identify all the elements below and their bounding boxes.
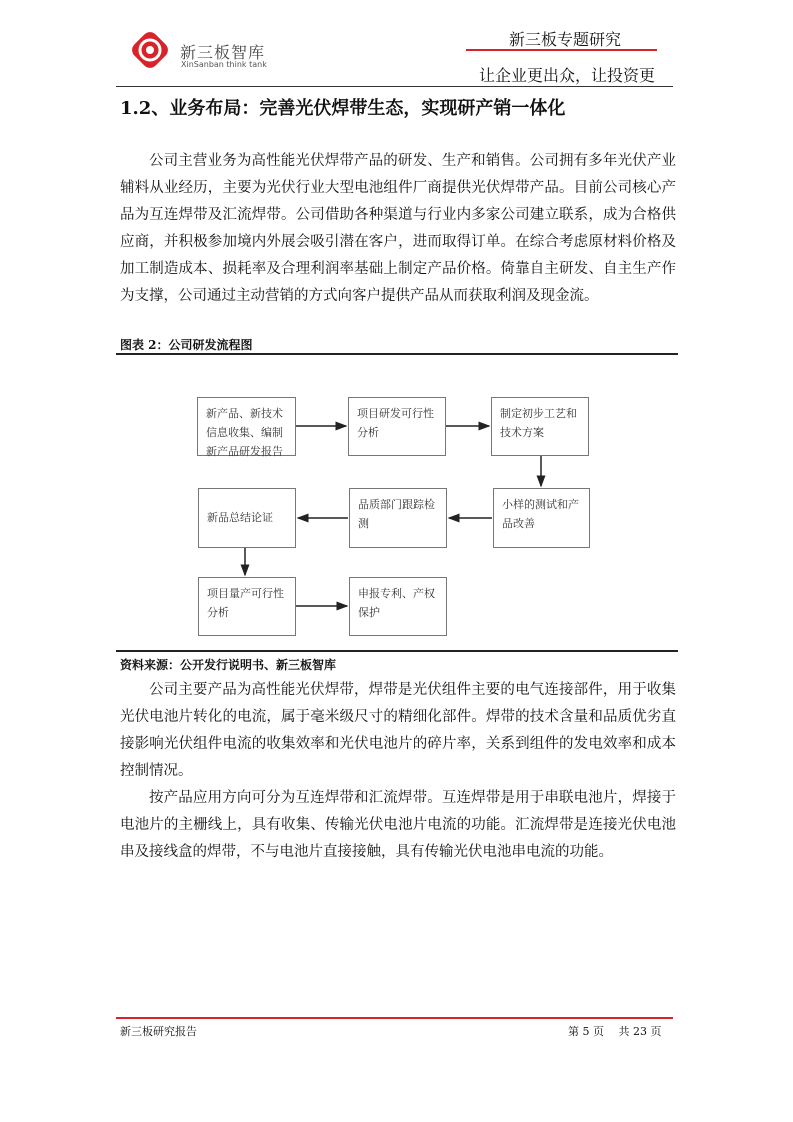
- header-red-rule: [466, 49, 657, 51]
- paragraph: 公司主营业务为高性能光伏焊带产品的研发、生产和销售。公司拥有多年光伏产业辅料从业经历，主要为光伏行业大型电池组件厂商提供光伏焊带产品。目前公司核心产品为互连焊带及汇流焊带。公司借助各种渠道与行业内多家公司建立联系，成为合格供应商，并积极参加境内外展会吸引潜在客户，进而取得订单。在综合考虑原材料价格及加工制造成本、损耗率及合理利润率基础上制定产品价格。倚靠自主研发、自主生产作为支撑，公司通过主动营销的方式向客户提供产品从而获取利润及现金流。: [120, 153, 676, 304]
- flow-node: 新产品、新技术信息收集、编制新产品研发报告: [197, 397, 296, 456]
- footer-report-name: 新三板研究报告: [120, 1025, 197, 1038]
- logo-icon: [128, 28, 172, 72]
- header-title: 新三板专题研究: [508, 30, 621, 49]
- header-slogan: 让企业更出众，让投资更: [478, 66, 655, 85]
- paragraph: 按产品应用方向可分为互连焊带和汇流焊带。互连焊带是用于串联电池片，焊接于电池片的主栅线上，具有收集、传输光伏电池片电流的功能。汇流焊带是连接光伏电池串及接线盒的焊带，不与电池片直接接触，具有传输光伏电池串电流的功能。: [120, 790, 676, 860]
- flow-node: 品质部门跟踪检测: [349, 488, 447, 548]
- flow-node: 新品总结论证: [198, 488, 296, 548]
- figure-source: 资料来源：公开发行说明书、新三板智库: [120, 658, 337, 672]
- flow-node: 项目量产可行性分析: [198, 577, 296, 636]
- logo-subtext: XinSanban think tank: [181, 60, 267, 69]
- flow-node: 申报专利、产权保护: [349, 577, 447, 636]
- paragraph: 公司主要产品为高性能光伏焊带，焊带是光伏组件主要的电气连接部件，用于收集光伏电池片转化的电流，属于毫米级尺寸的精细化部件。焊带的技术含量和品质优劣直接影响光伏组件电流的收集效率和光伏电池片的碎片率，关系到组件的发电效率和成本控制情况。: [120, 682, 676, 779]
- section-title: 1.2、业务布局：完善光伏焊带生态，实现研产销一体化: [120, 98, 566, 119]
- flow-node: 项目研发可行性分析: [348, 397, 446, 456]
- figure-bottom-rule: [116, 650, 678, 652]
- page-number: 第 5 页 共 23 页: [568, 1025, 662, 1038]
- footer-rule: [116, 1017, 673, 1019]
- flow-node: 小样的测试和产品改善: [493, 488, 590, 548]
- logo-text: 新三板智库: [180, 43, 266, 62]
- flow-node: 制定初步工艺和技术方案: [491, 397, 589, 456]
- figure-top-rule: [116, 353, 678, 355]
- header-divider: [116, 86, 673, 87]
- figure-caption: 图表 2：公司研发流程图: [120, 338, 253, 352]
